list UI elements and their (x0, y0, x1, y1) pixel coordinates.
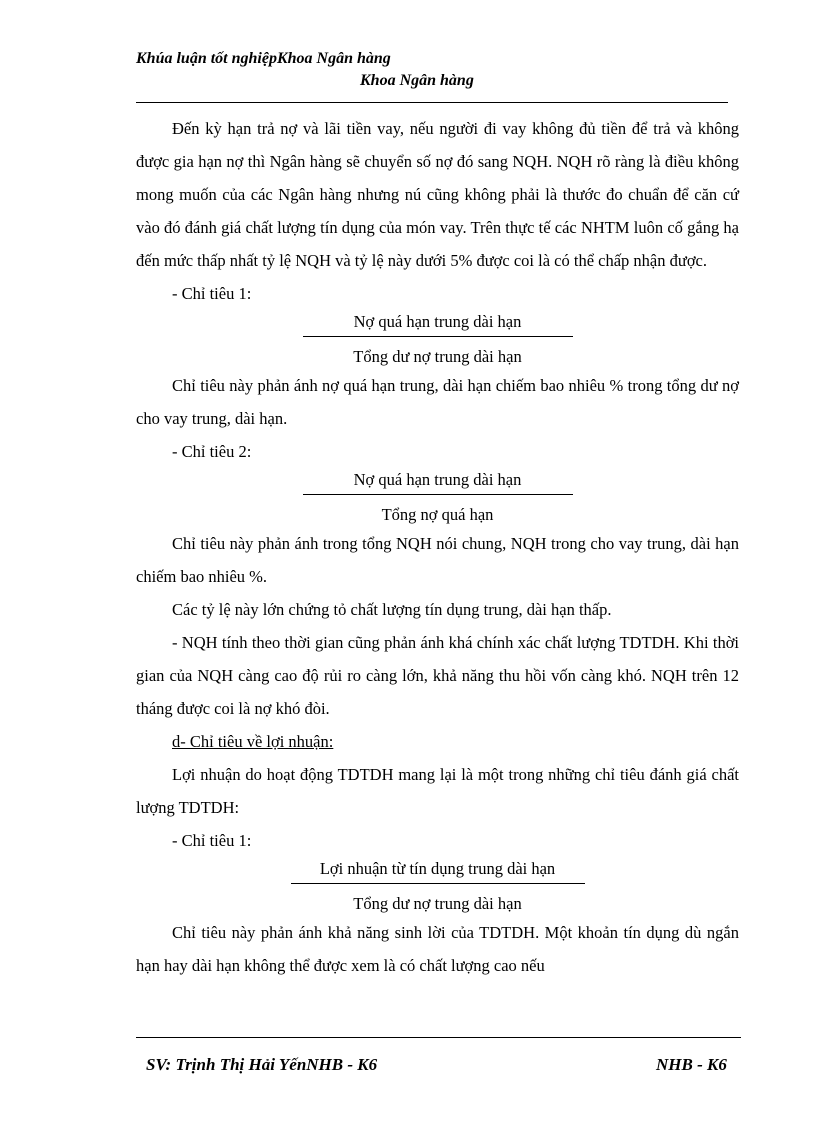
header-title: Khúa luận tốt nghiệpKhoa Ngân hàng (136, 50, 391, 67)
paragraph: Lợi nhuận do hoạt động TDTDH mang lại là một trong những chỉ tiêu đánh giá chất lượng TDTDH: (136, 765, 739, 817)
document-body (136, 112, 739, 982)
paragraph: Các tỷ lệ này lớn chứng tỏ chất lượng tín dụng trung, dài hạn thấp. (172, 600, 612, 619)
paragraph: - NQH tính theo thời gian cũng phản ánh khá chính xác chất lượng TDTDH. Khi thời gian của NQH càng cao độ rủi ro càng lớn, khả năng thu hồi vốn càng khó. NQH trên 12 tháng được coi là nợ khó đòi. (136, 633, 739, 718)
formula-numerator: Nợ quá hạn trung dài hạn (303, 468, 573, 495)
paragraph: Chỉ tiêu này phản ánh trong tổng NQH nói chung, NQH trong cho vay trung, dài hạn chiếm bao nhiêu %. (136, 534, 739, 586)
formula-numerator: Lợi nhuận từ tín dụng trung dài hạn (291, 857, 585, 884)
indicator-label: - Chỉ tiêu 1: (172, 284, 252, 303)
indicator-label: - Chỉ tiêu 1: (172, 831, 252, 850)
formula-denominator: Tổng nợ quá hạn (381, 505, 494, 524)
footer-author: SV: Trịnh Thị Hải YếnNHB - K6 (146, 1055, 378, 1074)
formula (136, 857, 739, 916)
section-heading-text: d- Chỉ tiêu về lợi nhuận: (172, 732, 334, 751)
formula-numerator: Nợ quá hạn trung dài hạn (303, 310, 573, 337)
formula-denominator: Tổng dư nợ trung dài hạn (353, 347, 522, 366)
paragraph: Đến kỳ hạn trả nợ và lãi tiền vay, nếu người đi vay không đủ tiền để trả và không được gia hạn nợ thì Ngân hàng sẽ chuyển số nợ đó sang NQH. NQH rõ ràng là điều không mong muốn của các Ngân hàng nhưng nú cũng không phải là thước đo chuẩn để căn cứ vào đó đánh giá chất lượng tín dụng của món vay. Trên thực tế các NHTM luôn cố gắng hạ đến mức thấp nhất tỷ lệ NQH và tỷ lệ này dưới 5% được coi là có thể chấp nhận được. (136, 119, 739, 270)
formula (136, 310, 739, 369)
footer-class: NHB - K6 (656, 1055, 727, 1074)
header-divider (136, 102, 728, 103)
indicator-label: - Chỉ tiêu 2: (172, 442, 252, 461)
footer-divider (136, 1037, 741, 1038)
paragraph: Chỉ tiêu này phản ánh nợ quá hạn trung, dài hạn chiếm bao nhiêu % trong tổng dư nợ cho vay trung, dài hạn. (136, 376, 739, 428)
section-heading (136, 725, 739, 758)
paragraph: Chỉ tiêu này phản ánh khả năng sinh lời của TDTDH. Một khoản tín dụng dù ngắn hạn hay dài hạn không thể được xem là có chất lượng cao nếu (136, 923, 739, 975)
header-subtitle: Khoa Ngân hàng (360, 72, 474, 89)
formula-denominator: Tổng dư nợ trung dài hạn (353, 894, 522, 913)
formula (136, 468, 739, 527)
